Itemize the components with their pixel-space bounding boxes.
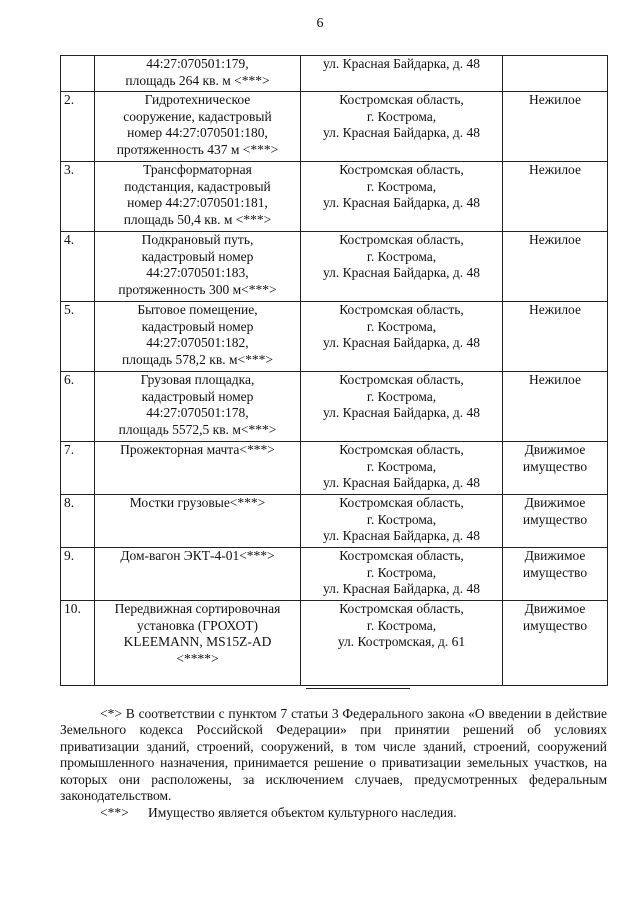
property-description-line: протяженность 300 м<***> xyxy=(118,281,277,297)
property-type-line: имущество xyxy=(522,458,588,474)
footnote-1: <*> В соответствии с пунктом 7 статьи 3 Федерального закона «О введении в действие Земельного кодекса Российской Федерации» при принятии решений об условиях приватизации зданий, строений, сооружений, в том числе зданий, строений, сооружений промышленного назначения, принимается решение о приватизации земельных участков, на которых они расположены, за исключением случаев, предусмотренных федеральным законодательством. xyxy=(60,706,607,804)
property-description-line: Передвижная сортировочная xyxy=(114,601,281,616)
property-description-line: Бытовое помещение, xyxy=(137,302,258,317)
footnote-2-text: Имущество является объектом культурного наследия. xyxy=(148,805,457,821)
property-description xyxy=(95,232,301,302)
property-address-line: ул. Красная Байдарка, д. 48 xyxy=(323,475,480,490)
page-number: 6 xyxy=(316,16,324,31)
table-row xyxy=(61,495,608,548)
property-description-line: Грузовая площадка, xyxy=(140,372,255,387)
property-description-line: кадастровый номер xyxy=(141,248,254,264)
property-type-line: имущество xyxy=(522,617,588,633)
property-description xyxy=(95,442,301,495)
property-address xyxy=(301,232,503,302)
property-address-line: г. Кострома, xyxy=(366,388,437,404)
table-row xyxy=(61,302,608,372)
property-address-line: ул. Красная Байдарка, д. 48 xyxy=(323,56,480,71)
property-description-line: KLEEMANN, MS15Z-AD xyxy=(123,634,272,649)
property-description-line: 44:27:070501:182, xyxy=(146,335,249,350)
footnote-2 xyxy=(60,805,607,821)
property-address-line: Костромская область, xyxy=(339,548,464,563)
table-row xyxy=(61,601,608,686)
property-address xyxy=(301,442,503,495)
footnote-2-mark: <**> xyxy=(100,805,129,821)
property-table xyxy=(60,55,608,686)
property-type-line: Нежилое xyxy=(529,162,581,177)
row-number: 7. xyxy=(61,442,95,495)
property-description xyxy=(95,495,301,548)
property-address-line: ул. Красная Байдарка, д. 48 xyxy=(323,335,480,350)
property-description-line: Дом-вагон ЭКТ-4-01<***> xyxy=(120,548,275,563)
property-type xyxy=(503,372,608,442)
property-type-line: имущество xyxy=(522,564,588,580)
property-description-line: номер 44:27:070501:181, xyxy=(127,195,268,210)
property-type-line: Нежилое xyxy=(529,232,581,247)
property-description xyxy=(95,162,301,232)
property-address xyxy=(301,56,503,92)
property-address xyxy=(301,302,503,372)
property-type xyxy=(503,601,608,686)
property-type xyxy=(503,92,608,162)
property-description-line: 44:27:070501:179, xyxy=(146,56,249,71)
property-description-line: 44:27:070501:178, xyxy=(146,405,249,420)
property-address-line: ул. Красная Байдарка, д. 48 xyxy=(323,195,480,210)
property-type xyxy=(503,232,608,302)
property-type xyxy=(503,442,608,495)
property-address-line: г. Кострома, xyxy=(366,178,437,194)
property-address-line: Костромская область, xyxy=(339,232,464,247)
property-address xyxy=(301,92,503,162)
property-address-line: Костромская область, xyxy=(339,442,464,457)
property-address-line: г. Кострома, xyxy=(366,318,437,334)
property-address-line: г. Кострома, xyxy=(366,248,437,264)
table-row xyxy=(61,162,608,232)
property-address xyxy=(301,548,503,601)
property-address-line: ул. Красная Байдарка, д. 48 xyxy=(323,405,480,420)
property-description xyxy=(95,601,301,686)
property-description-line: площадь 5572,5 кв. м<***> xyxy=(118,421,277,437)
property-address-line: Костромская область, xyxy=(339,601,464,616)
property-description-line: кадастровый номер xyxy=(141,388,254,404)
table-row xyxy=(61,372,608,442)
row-number: 6. xyxy=(61,372,95,442)
row-number: 8. xyxy=(61,495,95,548)
property-description-line: Прожекторная мачта<***> xyxy=(120,442,275,457)
property-address-line: Костромская область, xyxy=(339,495,464,510)
property-description-line: площадь 50,4 кв. м <***> xyxy=(123,211,272,227)
row-number xyxy=(61,56,95,92)
property-type xyxy=(503,495,608,548)
row-number: 3. xyxy=(61,162,95,232)
property-address-line: г. Кострома, xyxy=(366,458,437,474)
property-description-line: протяженность 437 м <***> xyxy=(116,141,279,157)
property-description-line: площадь 264 кв. м <***> xyxy=(125,72,270,88)
property-description-line: номер 44:27:070501:180, xyxy=(127,125,268,140)
table-row xyxy=(61,56,608,92)
property-description xyxy=(95,548,301,601)
property-description-line: <****> xyxy=(176,650,219,666)
footnote-separator xyxy=(306,688,410,689)
property-address-line: ул. Костромская, д. 61 xyxy=(337,634,466,649)
property-address-line: ул. Красная Байдарка, д. 48 xyxy=(323,125,480,140)
property-description-line: Гидротехническое xyxy=(144,92,251,107)
property-type-line: Нежилое xyxy=(529,372,581,387)
property-description-line: Подкрановый путь, xyxy=(141,232,254,247)
property-address-line: ул. Красная Байдарка, д. 48 xyxy=(323,581,480,596)
property-type-line: Движимое xyxy=(524,548,586,563)
property-address xyxy=(301,601,503,686)
property-type xyxy=(503,162,608,232)
property-description xyxy=(95,372,301,442)
property-type xyxy=(503,548,608,601)
footnotes xyxy=(60,706,607,822)
property-description-line: сооружение, кадастровый xyxy=(123,108,272,124)
row-number: 9. xyxy=(61,548,95,601)
property-address-line: г. Кострома, xyxy=(366,617,437,633)
property-address-line: г. Кострома, xyxy=(366,564,437,580)
property-address-line: г. Кострома, xyxy=(366,108,437,124)
property-description-line: Трансформаторная xyxy=(143,162,252,177)
property-description-line: 44:27:070501:183, xyxy=(146,265,249,280)
property-description-line: Мостки грузовые<***> xyxy=(129,495,266,510)
property-type-line: Нежилое xyxy=(529,302,581,317)
property-description-line: кадастровый номер xyxy=(141,318,254,334)
row-number: 2. xyxy=(61,92,95,162)
property-address xyxy=(301,372,503,442)
property-type-line: Движимое xyxy=(524,442,586,457)
property-description-line: установка (ГРОХОТ) xyxy=(136,617,259,633)
property-type-line: Движимое xyxy=(524,601,586,616)
table-row xyxy=(61,442,608,495)
property-address-line: Костромская область, xyxy=(339,302,464,317)
property-description xyxy=(95,302,301,372)
property-description-line: площадь 578,2 кв. м<***> xyxy=(122,351,273,367)
property-description xyxy=(95,56,301,92)
row-number: 5. xyxy=(61,302,95,372)
property-address-line: г. Кострома, xyxy=(366,511,437,527)
property-table-body xyxy=(61,56,608,686)
property-address-line: ул. Красная Байдарка, д. 48 xyxy=(323,528,480,543)
table-row xyxy=(61,548,608,601)
property-address xyxy=(301,495,503,548)
property-address xyxy=(301,162,503,232)
property-type xyxy=(503,56,608,92)
table-row xyxy=(61,92,608,162)
property-address-line: Костромская область, xyxy=(339,162,464,177)
property-type-line: Нежилое xyxy=(529,92,581,107)
property-address-line: ул. Красная Байдарка, д. 48 xyxy=(323,265,480,280)
property-description-line: подстанция, кадастровый xyxy=(124,178,271,194)
property-description xyxy=(95,92,301,162)
property-type-line: имущество xyxy=(522,511,588,527)
property-type-line: Движимое xyxy=(524,495,586,510)
row-number: 10. xyxy=(61,601,95,686)
property-address-line: Костромская область, xyxy=(339,92,464,107)
table-row xyxy=(61,232,608,302)
property-address-line: Костромская область, xyxy=(339,372,464,387)
row-number: 4. xyxy=(61,232,95,302)
property-type xyxy=(503,302,608,372)
